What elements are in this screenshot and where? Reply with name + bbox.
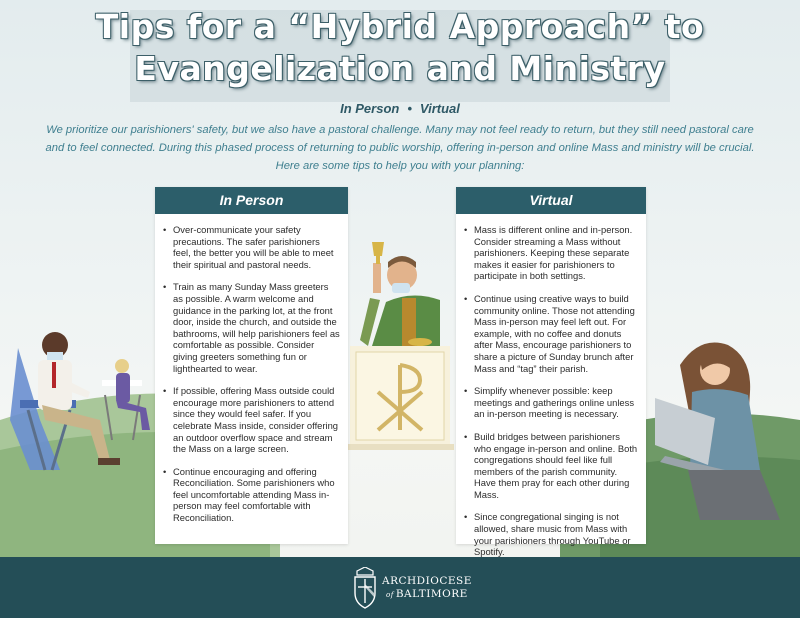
tip-item: • Continue using creative ways to build community online. Those not attending Mass in-person may feel left out. For example, with no coffee and donuts after Mass, encourage parishioners to share a picture of Sunday brunch after Mass and “tag” their parish.: [464, 293, 638, 374]
tip-item: • Continue encouraging and offering Reconciliation. Some parishioners who feel uncomfortable attending Mass in-person may feel comfortable with Reconciliation.: [163, 466, 340, 524]
logo-of: of: [386, 591, 394, 599]
in-person-tips: [155, 214, 348, 524]
shield-icon: [352, 567, 378, 609]
tip-item: • Over-communicate your safety precautions. The safer parishioners feel, the better you will be able to meet their spiritual and pastoral needs.: [163, 224, 340, 270]
logo-line-1: ARCHDIOCESE: [382, 575, 472, 587]
virtual-card: [456, 187, 646, 558]
logo-wordmark: [382, 575, 472, 602]
logo-baltimore: BALTIMORE: [395, 588, 468, 600]
tip-item: • Train as many Sunday Mass greeters as possible. A warm welcome and guidance in the parking lot, at the front door, inside the church, and outside the bathrooms, will help parishioners feel as comfortable as possible. Consider giving greeters something fun or lighthearted to wear.: [163, 281, 340, 374]
tip-item: • Since congregational singing is not allowed, share music from Mass with your parishioners through YouTube or Spotify.: [464, 511, 638, 557]
footer: [0, 557, 800, 618]
virtual-heading: Virtual: [456, 187, 646, 214]
subtitle-separator: •: [407, 101, 412, 116]
logo-line-2: [382, 588, 472, 602]
tip-item: • Mass is different online and in-person. Consider streaming a Mass without parishioners. Keeping these separate makes it easier for parishioners to participate in both settings.: [464, 224, 638, 282]
title-line-2: Evangelization and Ministry: [134, 49, 666, 88]
subtitle-in-person: In Person: [340, 101, 400, 116]
archdiocese-logo[interactable]: [352, 563, 472, 613]
page-title: [0, 6, 800, 90]
intro-paragraph: We prioritize our parishioners' safety, but we also have a pastoral challenge. Many may not feel ready to return, but they still need pastoral care and to feel connected. During this phased process of returning to public worship, offering in-person and online Mass and ministry will be crucial. Here are some tips to help you with your planning:: [45, 124, 755, 172]
tip-item: • Build bridges between parishioners who engage in-person and online. Both congregations should feel like full members of the parish community. Have them pray for each other during Mass.: [464, 431, 638, 501]
tip-item: • Simplify whenever possible: keep meetings and gatherings online unless an in-person meeting is necessary.: [464, 385, 638, 420]
in-person-heading: In Person: [155, 187, 348, 214]
priest-illustration: [360, 242, 440, 348]
altar-illustration: [346, 346, 454, 450]
subtitle: [0, 101, 800, 116]
subtitle-virtual: Virtual: [419, 101, 460, 116]
title-line-1: Tips for a “Hybrid Approach” to: [95, 7, 705, 46]
tip-item: • If possible, offering Mass outside could encourage more parishioners to attend since they would feel safer. If you celebrate Mass inside, consider offering an outdoor overflow space and stream the Mass on a large screen.: [163, 385, 340, 455]
in-person-card: [155, 187, 348, 544]
virtual-tips: [456, 214, 646, 558]
